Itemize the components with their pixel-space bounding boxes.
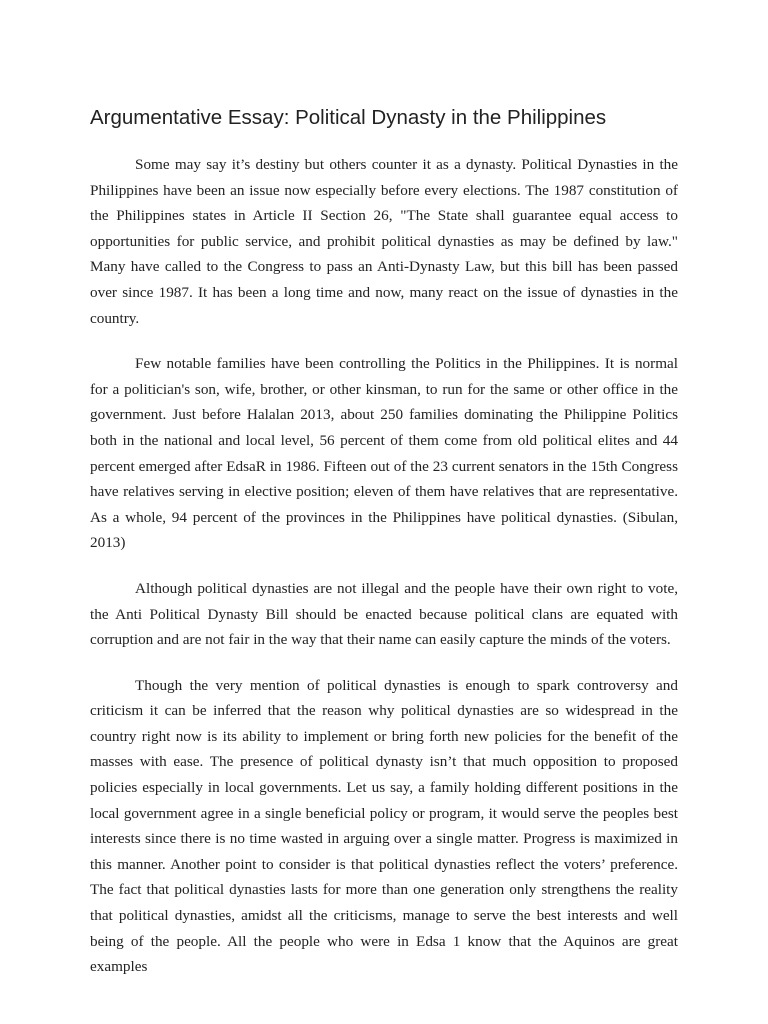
paragraph-3: Although political dynasties are not illegal and the people have their own right to vote, the Anti Political Dynasty Bill should be enacted because political clans are equated with corruption and are not fair in the way that their name can easily capture the minds of the voters.	[90, 579, 678, 649]
document-page	[90, 104, 678, 1000]
paragraph-4: Though the very mention of political dynasties is enough to spark controversy and criticism it can be inferred that the reason why political dynasties are so widespread in the country right now is its ability to implement or bring forth new policies for the benefit of the masses with ease. The presence of political dynasty isn’t that much opposition to proposed policies especially in local governments. Let us say, a family holding different positions in the local government agree in a single beneficial policy or program, it would serve the peoples best interests since there is no time wasted in arguing over a single matter. Progress is maximized in this manner. Another point to consider is that political dynasties reflect the voters’ preference. The fact that political dynasties lasts for more than one generation only strengthens the reality that political dynasties, amidst all the criticisms, manage to serve the best interests and well being of the people. All the people who were in Edsa 1 know that the Aquinos are great examples	[90, 676, 678, 976]
paragraph-1: Some may say it’s destiny but others counter it as a dynasty. Political Dynasties in the Philippines have been an issue now especially before every elections. The 1987 constitution of the Philippines states in Article II Section 26, "The State shall guarantee equal access to opportunities for public service, and prohibit political dynasties as may be defined by law." Many have called to the Congress to pass an Anti-Dynasty Law, but this bill has been passed over since 1987. It has been a long time and now, many react on the issue of dynasties in the country.	[90, 156, 678, 327]
page-title: Argumentative Essay: Political Dynasty in the Philippines	[90, 106, 607, 129]
paragraph-2: Few notable families have been controlling the Politics in the Philippines. It is normal for a politician's son, wife, brother, or other kinsman, to run for the same or other office in the government. Just before Halalan 2013, about 250 families dominating the Philippine Politics both in the national and local level, 56 percent of them come from old political elites and 44 percent emerged after EdsaR in 1986. Fifteen out of the 23 current senators in the 15th Congress have relatives serving in elective position; eleven of them have relatives that are representative. As a whole, 94 percent of the provinces in the Philippines have political dynasties. (Sibulan, 2013)	[90, 355, 678, 552]
